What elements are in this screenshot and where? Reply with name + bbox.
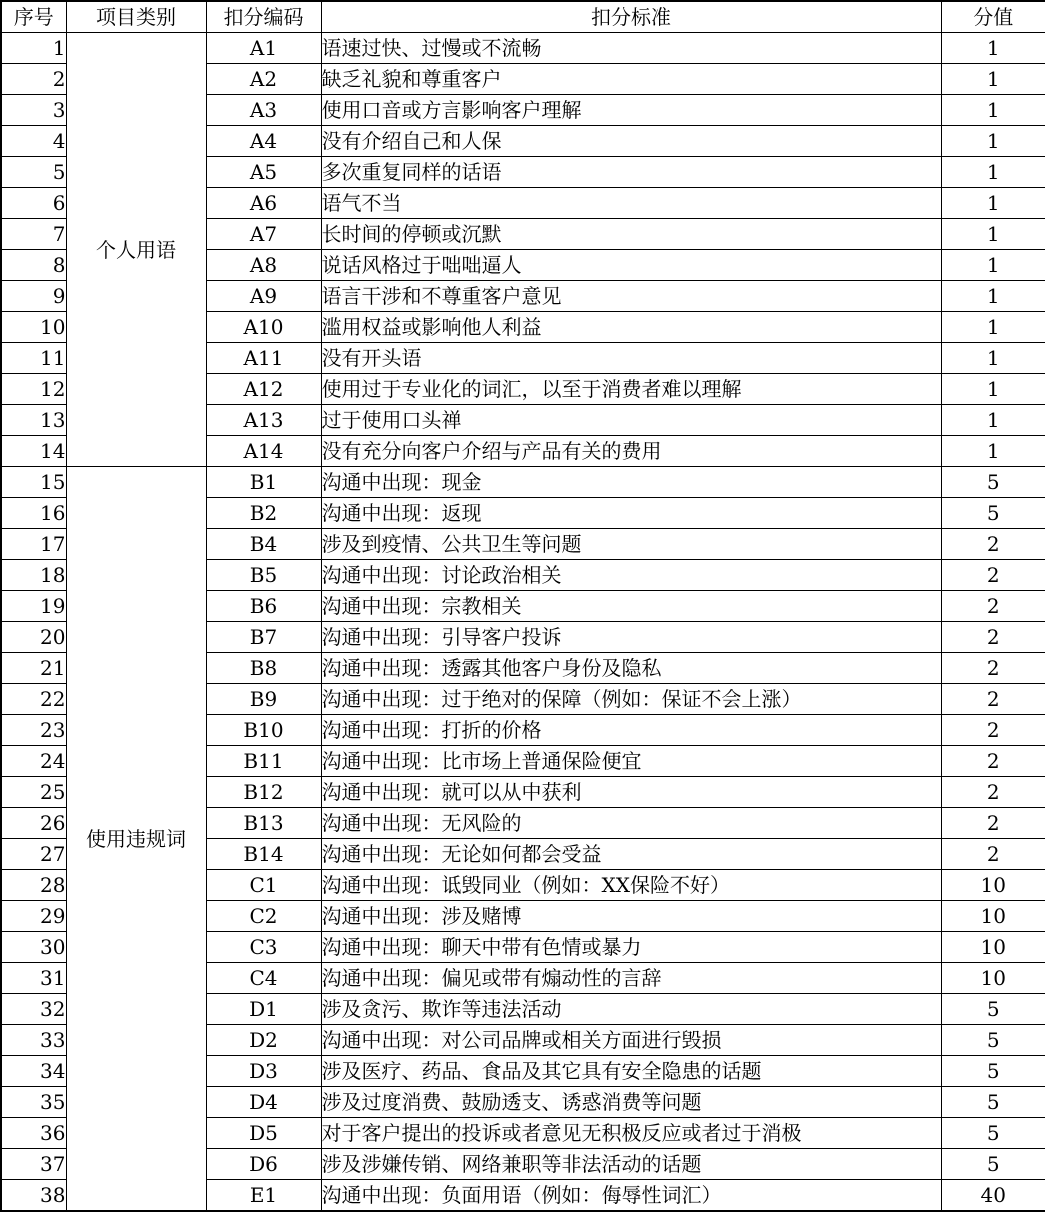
cell-deduction-code: D2	[206, 1025, 321, 1056]
cell-deduction-standard: 对于客户提出的投诉或者意见无积极反应或者过于消极	[321, 1118, 941, 1149]
cell-deduction-code: B2	[206, 498, 321, 529]
cell-serial-number: 20	[1, 622, 66, 653]
cell-deduction-code: B10	[206, 715, 321, 746]
cell-serial-number: 10	[1, 312, 66, 343]
cell-deduction-code: A12	[206, 374, 321, 405]
cell-deduction-standard: 没有充分向客户介绍与产品有关的费用	[321, 436, 941, 467]
column-header-category: 项目类别	[66, 1, 206, 33]
cell-deduction-standard: 沟通中出现：现金	[321, 467, 941, 498]
column-header-serial-number: 序号	[1, 1, 66, 33]
cell-deduction-standard: 没有介绍自己和人保	[321, 126, 941, 157]
cell-score: 5	[941, 1056, 1045, 1087]
cell-serial-number: 17	[1, 529, 66, 560]
cell-score: 1	[941, 95, 1045, 126]
cell-deduction-code: D3	[206, 1056, 321, 1087]
cell-score: 10	[941, 963, 1045, 994]
cell-serial-number: 26	[1, 808, 66, 839]
cell-serial-number: 11	[1, 343, 66, 374]
cell-deduction-code: A11	[206, 343, 321, 374]
cell-serial-number: 29	[1, 901, 66, 932]
cell-serial-number: 12	[1, 374, 66, 405]
cell-score: 1	[941, 374, 1045, 405]
cell-serial-number: 27	[1, 839, 66, 870]
cell-serial-number: 37	[1, 1149, 66, 1180]
cell-deduction-code: A14	[206, 436, 321, 467]
cell-deduction-code: B5	[206, 560, 321, 591]
cell-score: 1	[941, 64, 1045, 95]
cell-deduction-code: B1	[206, 467, 321, 498]
cell-deduction-standard: 沟通中出现：聊天中带有色情或暴力	[321, 932, 941, 963]
cell-score: 1	[941, 343, 1045, 374]
cell-serial-number: 24	[1, 746, 66, 777]
cell-serial-number: 3	[1, 95, 66, 126]
cell-serial-number: 16	[1, 498, 66, 529]
cell-deduction-standard: 涉及贪污、欺诈等违法活动	[321, 994, 941, 1025]
cell-serial-number: 34	[1, 1056, 66, 1087]
cell-serial-number: 14	[1, 436, 66, 467]
cell-deduction-standard: 说话风格过于咄咄逼人	[321, 250, 941, 281]
cell-deduction-standard: 涉及过度消费、鼓励透支、诱惑消费等问题	[321, 1087, 941, 1118]
cell-score: 2	[941, 808, 1045, 839]
cell-deduction-code: A2	[206, 64, 321, 95]
cell-serial-number: 32	[1, 994, 66, 1025]
cell-deduction-code: C1	[206, 870, 321, 901]
cell-deduction-code: B6	[206, 591, 321, 622]
cell-score: 5	[941, 467, 1045, 498]
table-row	[1, 33, 1045, 64]
cell-score: 1	[941, 188, 1045, 219]
cell-deduction-code: D5	[206, 1118, 321, 1149]
cell-score: 2	[941, 839, 1045, 870]
table-row	[1, 467, 1045, 498]
cell-deduction-standard: 语速过快、过慢或不流畅	[321, 33, 941, 64]
cell-score: 2	[941, 591, 1045, 622]
cell-deduction-code: B11	[206, 746, 321, 777]
cell-deduction-code: B8	[206, 653, 321, 684]
cell-deduction-code: B7	[206, 622, 321, 653]
cell-score: 1	[941, 126, 1045, 157]
cell-deduction-code: A7	[206, 219, 321, 250]
cell-deduction-standard: 涉及涉嫌传销、网络兼职等非法活动的话题	[321, 1149, 941, 1180]
cell-serial-number: 25	[1, 777, 66, 808]
cell-deduction-standard: 沟通中出现：宗教相关	[321, 591, 941, 622]
cell-deduction-code: D6	[206, 1149, 321, 1180]
cell-serial-number: 18	[1, 560, 66, 591]
cell-serial-number: 13	[1, 405, 66, 436]
cell-score: 5	[941, 1087, 1045, 1118]
column-header-deduction-code: 扣分编码	[206, 1, 321, 33]
cell-score: 2	[941, 684, 1045, 715]
cell-deduction-code: A1	[206, 33, 321, 64]
cell-score: 2	[941, 715, 1045, 746]
cell-deduction-standard: 沟通中出现：无风险的	[321, 808, 941, 839]
cell-serial-number: 4	[1, 126, 66, 157]
cell-score: 5	[941, 1025, 1045, 1056]
cell-serial-number: 38	[1, 1180, 66, 1212]
cell-deduction-code: A13	[206, 405, 321, 436]
cell-score: 1	[941, 219, 1045, 250]
cell-serial-number: 7	[1, 219, 66, 250]
cell-score: 5	[941, 1118, 1045, 1149]
header-row	[1, 1, 1045, 33]
cell-deduction-code: A5	[206, 157, 321, 188]
cell-deduction-standard: 语言干涉和不尊重客户意见	[321, 281, 941, 312]
cell-deduction-standard: 缺乏礼貌和尊重客户	[321, 64, 941, 95]
cell-score: 1	[941, 157, 1045, 188]
cell-deduction-code: C4	[206, 963, 321, 994]
cell-score: 10	[941, 870, 1045, 901]
cell-deduction-standard: 涉及医疗、药品、食品及其它具有安全隐患的话题	[321, 1056, 941, 1087]
cell-deduction-code: A6	[206, 188, 321, 219]
column-header-deduction-standard: 扣分标准	[321, 1, 941, 33]
cell-deduction-standard: 过于使用口头禅	[321, 405, 941, 436]
cell-serial-number: 22	[1, 684, 66, 715]
cell-deduction-standard: 沟通中出现：偏见或带有煽动性的言辞	[321, 963, 941, 994]
cell-deduction-standard: 使用口音或方言影响客户理解	[321, 95, 941, 126]
cell-score: 2	[941, 560, 1045, 591]
cell-deduction-standard: 沟通中出现：涉及赌博	[321, 901, 941, 932]
cell-deduction-standard: 沟通中出现：透露其他客户身份及隐私	[321, 653, 941, 684]
cell-deduction-code: B9	[206, 684, 321, 715]
cell-score: 2	[941, 529, 1045, 560]
cell-deduction-standard: 涉及到疫情、公共卫生等问题	[321, 529, 941, 560]
cell-serial-number: 36	[1, 1118, 66, 1149]
cell-deduction-code: B14	[206, 839, 321, 870]
cell-score: 1	[941, 281, 1045, 312]
cell-score: 1	[941, 405, 1045, 436]
cell-category-merged: 个人用语	[66, 33, 206, 467]
cell-serial-number: 33	[1, 1025, 66, 1056]
cell-deduction-standard: 沟通中出现：返现	[321, 498, 941, 529]
cell-serial-number: 5	[1, 157, 66, 188]
cell-deduction-standard: 滥用权益或影响他人利益	[321, 312, 941, 343]
cell-serial-number: 35	[1, 1087, 66, 1118]
cell-score: 1	[941, 250, 1045, 281]
cell-deduction-code: D4	[206, 1087, 321, 1118]
cell-deduction-standard: 沟通中出现：讨论政治相关	[321, 560, 941, 591]
cell-category-merged: 使用违规词	[66, 467, 206, 1212]
cell-deduction-code: A10	[206, 312, 321, 343]
cell-serial-number: 28	[1, 870, 66, 901]
cell-deduction-standard: 长时间的停顿或沉默	[321, 219, 941, 250]
cell-serial-number: 30	[1, 932, 66, 963]
cell-serial-number: 9	[1, 281, 66, 312]
cell-deduction-code: A3	[206, 95, 321, 126]
cell-deduction-code: D1	[206, 994, 321, 1025]
cell-serial-number: 15	[1, 467, 66, 498]
cell-deduction-standard: 沟通中出现：引导客户投诉	[321, 622, 941, 653]
cell-deduction-standard: 沟通中出现：比市场上普通保险便宜	[321, 746, 941, 777]
column-header-score: 分值	[941, 1, 1045, 33]
cell-deduction-standard: 沟通中出现：对公司品牌或相关方面进行毁损	[321, 1025, 941, 1056]
cell-serial-number: 6	[1, 188, 66, 219]
cell-deduction-standard: 使用过于专业化的词汇，以至于消费者难以理解	[321, 374, 941, 405]
cell-deduction-code: C2	[206, 901, 321, 932]
cell-score: 2	[941, 622, 1045, 653]
cell-deduction-standard: 沟通中出现：过于绝对的保障（例如：保证不会上涨）	[321, 684, 941, 715]
cell-score: 1	[941, 33, 1045, 64]
cell-score: 40	[941, 1180, 1045, 1212]
cell-serial-number: 31	[1, 963, 66, 994]
cell-score: 5	[941, 498, 1045, 529]
cell-score: 10	[941, 901, 1045, 932]
cell-deduction-standard: 沟通中出现：负面用语（例如：侮辱性词汇）	[321, 1180, 941, 1212]
cell-serial-number: 2	[1, 64, 66, 95]
cell-deduction-code: E1	[206, 1180, 321, 1212]
cell-score: 10	[941, 932, 1045, 963]
cell-serial-number: 8	[1, 250, 66, 281]
cell-deduction-code: A9	[206, 281, 321, 312]
cell-deduction-code: C3	[206, 932, 321, 963]
cell-score: 1	[941, 436, 1045, 467]
cell-deduction-standard: 语气不当	[321, 188, 941, 219]
cell-deduction-standard: 沟通中出现：就可以从中获利	[321, 777, 941, 808]
cell-deduction-standard: 多次重复同样的话语	[321, 157, 941, 188]
cell-score: 2	[941, 746, 1045, 777]
cell-deduction-standard: 沟通中出现：诋毁同业（例如：XX保险不好）	[321, 870, 941, 901]
cell-deduction-standard: 沟通中出现：无论如何都会受益	[321, 839, 941, 870]
cell-deduction-code: B13	[206, 808, 321, 839]
cell-serial-number: 19	[1, 591, 66, 622]
cell-score: 5	[941, 1149, 1045, 1180]
cell-serial-number: 23	[1, 715, 66, 746]
cell-score: 2	[941, 653, 1045, 684]
cell-deduction-code: B4	[206, 529, 321, 560]
cell-serial-number: 1	[1, 33, 66, 64]
cell-deduction-code: A8	[206, 250, 321, 281]
cell-serial-number: 21	[1, 653, 66, 684]
cell-deduction-code: A4	[206, 126, 321, 157]
table-body	[1, 33, 1045, 1212]
cell-deduction-standard: 没有开头语	[321, 343, 941, 374]
cell-deduction-standard: 沟通中出现：打折的价格	[321, 715, 941, 746]
cell-score: 5	[941, 994, 1045, 1025]
cell-score: 2	[941, 777, 1045, 808]
cell-deduction-code: B12	[206, 777, 321, 808]
cell-score: 1	[941, 312, 1045, 343]
